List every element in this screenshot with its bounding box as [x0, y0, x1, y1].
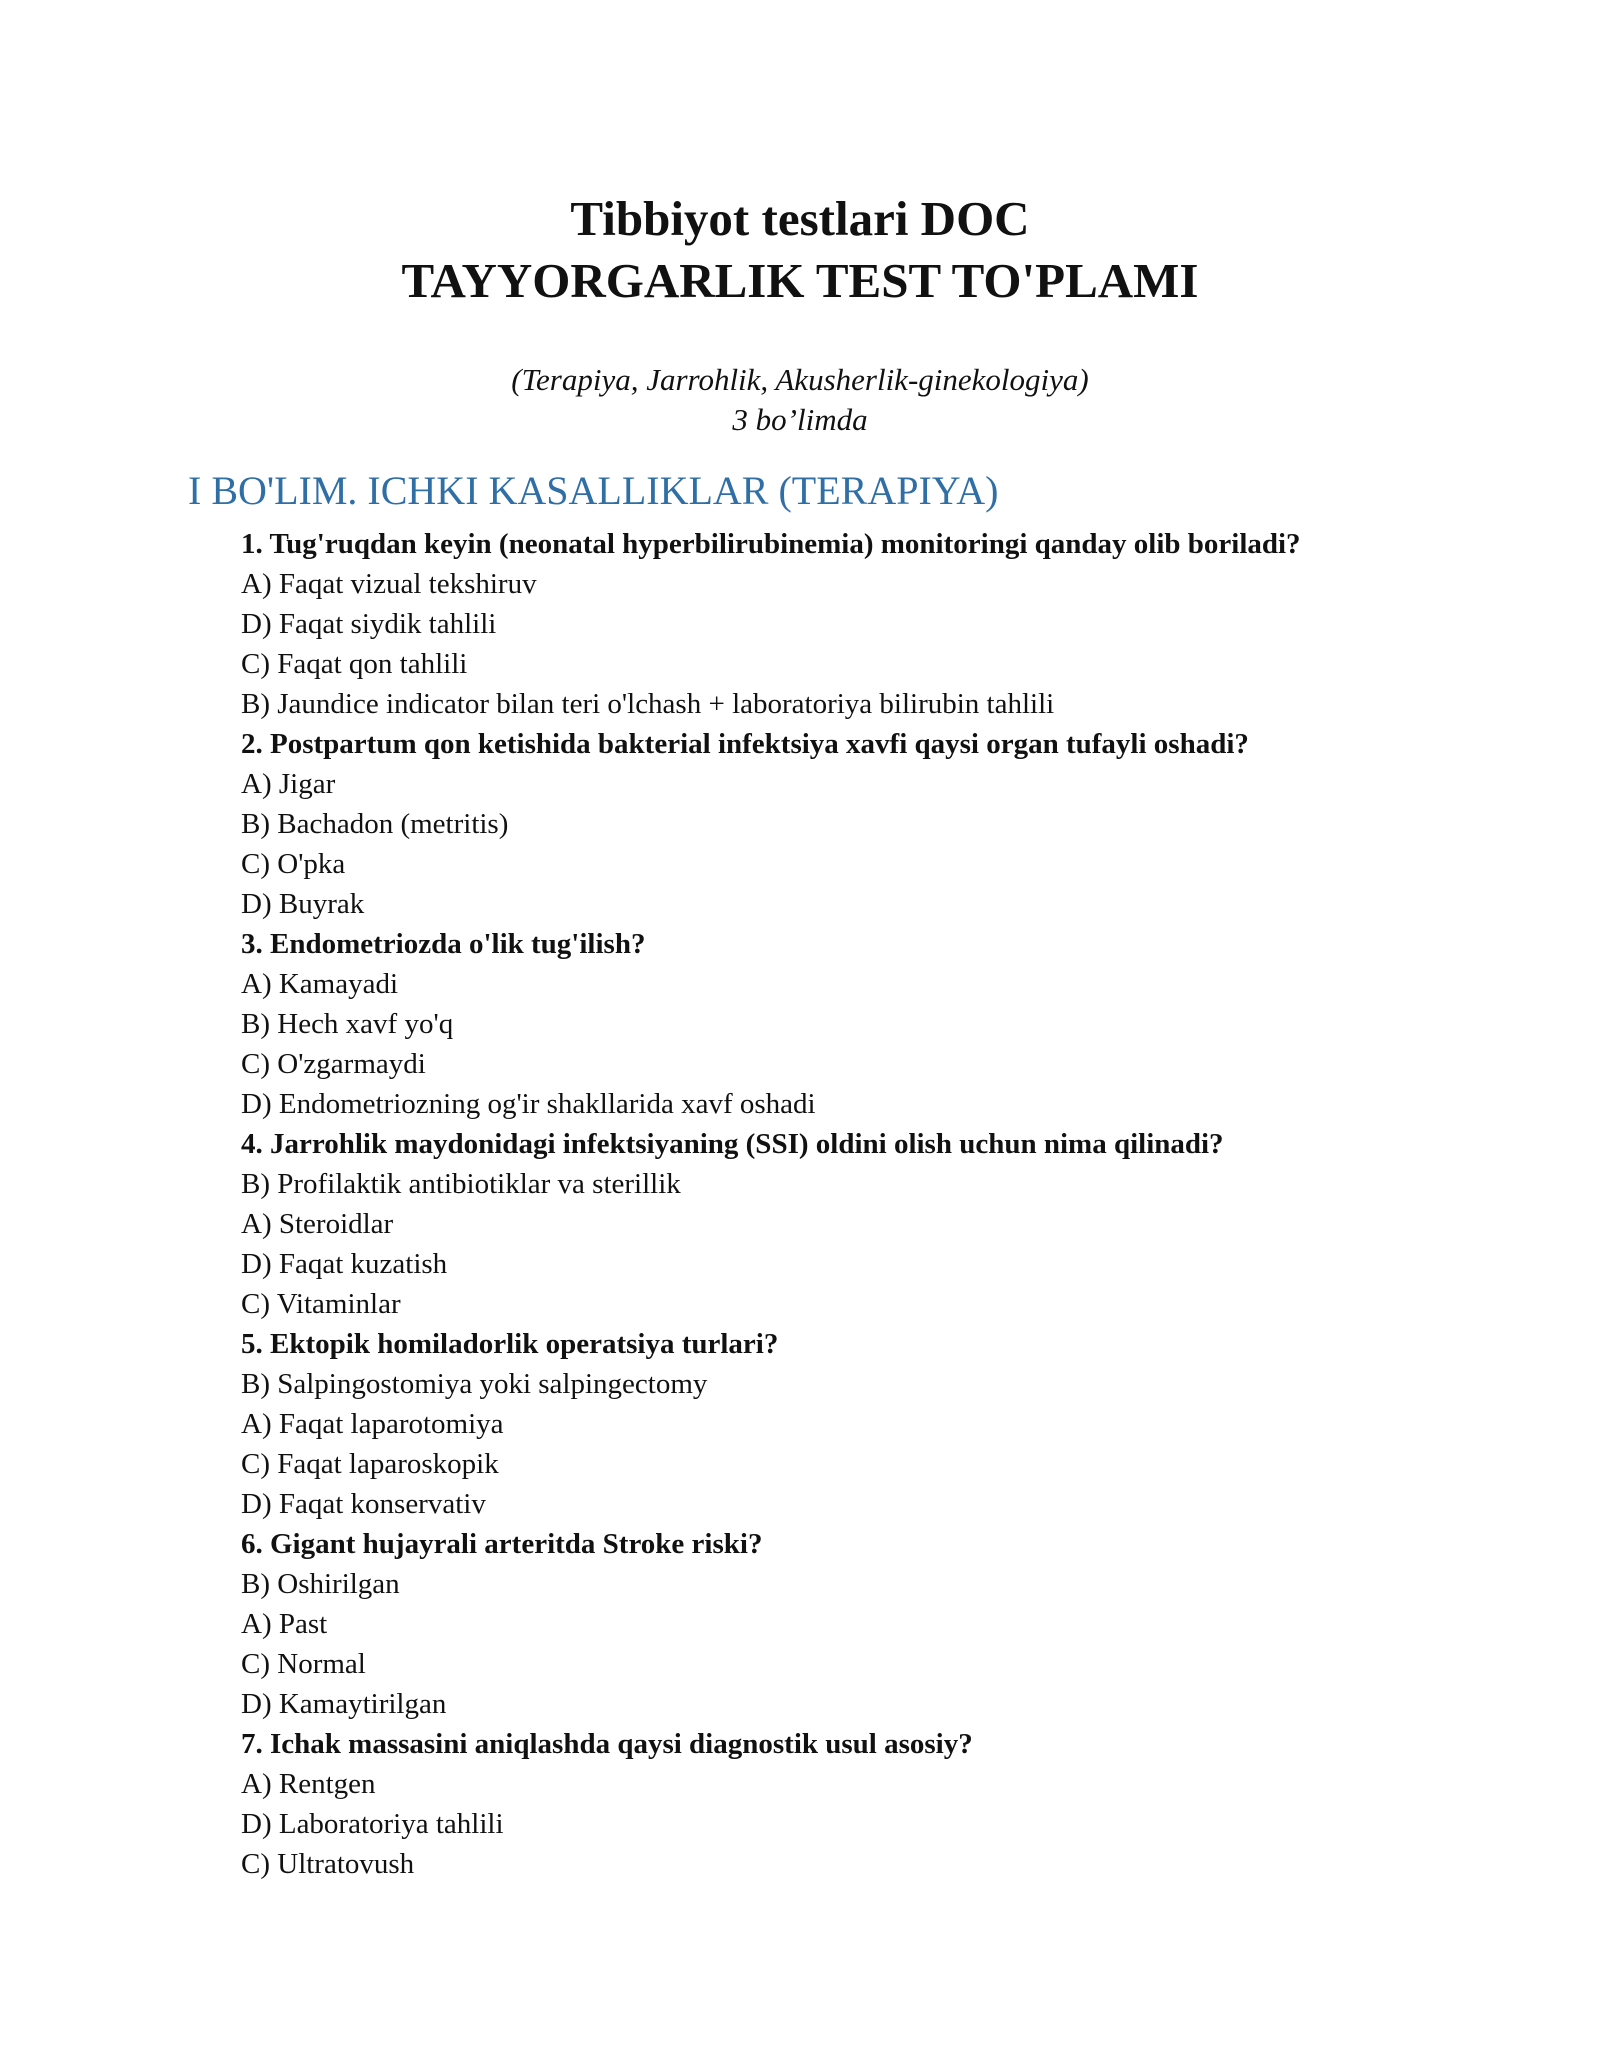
question-title: 6. Gigant hujayrali arteritda Stroke riski?	[241, 1528, 763, 1560]
answer-option: B) Profilaktik antibiotiklar va sterillik	[241, 1168, 681, 1200]
question-item	[241, 1124, 1501, 1324]
answer-option: D) Laboratoriya tahlili	[241, 1808, 504, 1840]
answer-option: B) Hech xavf yo'q	[241, 1008, 454, 1040]
answer-option: A) Steroidlar	[241, 1208, 394, 1240]
answer-option: D) Faqat siydik tahlili	[241, 608, 497, 640]
answer-option: D) Endometriozning og'ir shakllarida xavf oshadi	[241, 1088, 816, 1120]
question-item	[241, 724, 1501, 924]
answer-option: B) Oshirilgan	[241, 1568, 400, 1600]
question-title: 3. Endometriozda o'lik tug'ilish?	[241, 928, 646, 960]
title-block	[0, 188, 1600, 312]
answer-option: A) Past	[241, 1608, 328, 1640]
answer-option: B) Salpingostomiya yoki salpingectomy	[241, 1368, 708, 1400]
answer-option: C) Ultratovush	[241, 1848, 415, 1880]
section-heading: I BO'LIM. ICHKI KASALLIKLAR (TERAPIYA)	[188, 468, 999, 513]
answer-option: C) Normal	[241, 1648, 366, 1680]
document-subtitle-line-1: (Terapiya, Jarrohlik, Akusherlik-ginekologiya)	[511, 362, 1089, 397]
answer-option: A) Kamayadi	[241, 968, 399, 1000]
answer-option: A) Faqat laparotomiya	[241, 1408, 504, 1440]
answer-option: C) Faqat qon tahlili	[241, 648, 468, 680]
answer-option: C) Vitaminlar	[241, 1288, 401, 1320]
answer-option: D) Faqat konservativ	[241, 1488, 486, 1520]
question-item	[241, 1324, 1501, 1524]
document-title-line-2: TAYYORGARLIK TEST TO'PLAMI	[401, 253, 1199, 308]
question-title: 5. Ektopik homiladorlik operatsiya turlari?	[241, 1328, 779, 1360]
answer-option: A) Faqat vizual tekshiruv	[241, 568, 537, 600]
answer-option: D) Faqat kuzatish	[241, 1248, 448, 1280]
answer-option: D) Buyrak	[241, 888, 365, 920]
question-item	[241, 524, 1501, 724]
answer-option: C) O'pka	[241, 848, 346, 880]
question-list	[241, 524, 1501, 1884]
question-title: 4. Jarrohlik maydonidagi infektsiyaning (SSI) oldini olish uchun nima qilinadi?	[241, 1128, 1224, 1160]
answer-option: D) Kamaytirilgan	[241, 1688, 447, 1720]
answer-option: C) Faqat laparoskopik	[241, 1448, 499, 1480]
question-item	[241, 924, 1501, 1124]
question-item	[241, 1524, 1501, 1724]
document-subtitle-line-2: 3 bo’limda	[732, 402, 868, 437]
question-item	[241, 1724, 1501, 1884]
question-title: 7. Ichak massasini aniqlashda qaysi diagnostik usul asosiy?	[241, 1728, 973, 1760]
subtitle-block	[0, 360, 1600, 440]
answer-option: B) Jaundice indicator bilan teri o'lchash + laboratoriya bilirubin tahlili	[241, 688, 1055, 720]
answer-option: B) Bachadon (metritis)	[241, 808, 509, 840]
answer-option: C) O'zgarmaydi	[241, 1048, 426, 1080]
answer-option: A) Jigar	[241, 768, 336, 800]
question-title: 2. Postpartum qon ketishida bakterial infektsiya xavfi qaysi organ tufayli oshadi?	[241, 728, 1249, 760]
document-title-line-1: Tibbiyot testlari DOC	[570, 191, 1030, 246]
question-title: 1. Tug'ruqdan keyin (neonatal hyperbilirubinemia) monitoringi qanday olib boriladi?	[241, 528, 1301, 560]
answer-option: A) Rentgen	[241, 1768, 376, 1800]
